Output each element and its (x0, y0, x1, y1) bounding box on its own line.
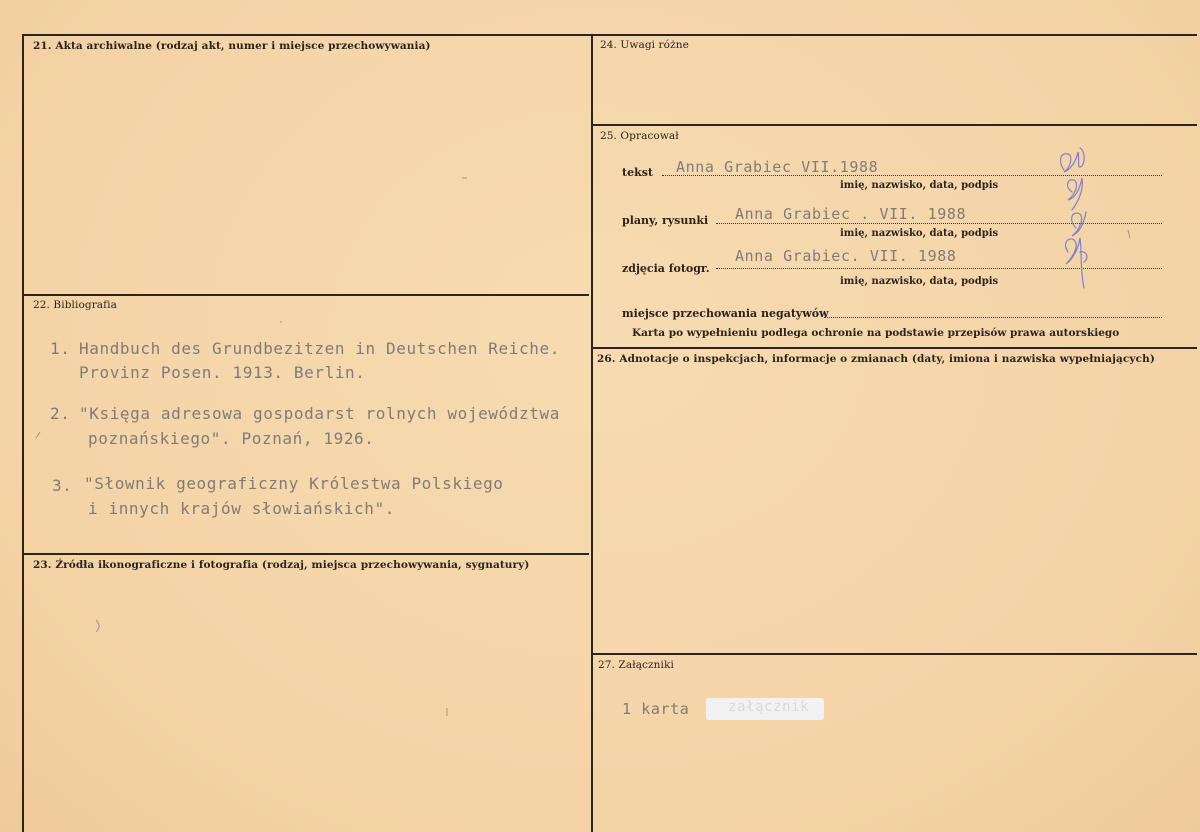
negatives-line (824, 317, 1162, 318)
redacted-text: załącznik (728, 699, 810, 715)
attachments-value: 1 karta (622, 700, 690, 718)
bib-item-2-num: 2. (50, 404, 71, 423)
divider-24-25 (591, 124, 1197, 126)
divider-22-23 (22, 553, 589, 555)
divider-25-26 (591, 347, 1197, 349)
bib-item-1-num: 1. (50, 339, 71, 358)
center-divider (591, 34, 593, 832)
plany-value: Anna Grabiec . VII. 1988 (735, 205, 967, 223)
bib-item-3-line1: "Słownik geograficzny Królestwa Polskiego (84, 474, 504, 493)
zdjecia-value: Anna Grabiec. VII. 1988 (735, 247, 957, 265)
divider-26-27 (591, 653, 1197, 655)
bib-item-2-line2: poznańskiego". Poznań, 1926. (88, 429, 375, 448)
section-24-title: 24. Uwagi różne (600, 39, 689, 51)
zdjecia-caption: imię, nazwisko, data, podpis (840, 276, 999, 287)
bib-item-2-line1: "Księga adresowa gospodarst rolnych województwa (79, 404, 560, 423)
plany-label: plany, rysunki (622, 214, 709, 227)
top-border (22, 34, 1197, 36)
bib-item-3-line2: i innych krajów słowiańskich". (88, 499, 395, 518)
bib-item-1-line2: Provinz Posen. 1913. Berlin. (79, 363, 366, 382)
section-21-title: 21. Akta archiwalne (rodzaj akt, numer i miejsce przechowywania) (33, 40, 431, 52)
copyright-notice: Karta po wypełnieniu podlega ochronie na podstawie przepisów prawa autorskiego (632, 327, 1120, 339)
tekst-label: tekst (622, 166, 653, 179)
zdjecia-label: zdjęcia fotogr. (622, 262, 710, 275)
divider-21-22 (22, 294, 589, 296)
section-26-title: 26. Adnotacje o inspekcjach, informacje o zmianach (daty, imiona i nazwiska wypełniających) (597, 353, 1155, 365)
signature-scribble (1050, 140, 1130, 300)
negatives-label: miejsce przechowania negatywów (622, 307, 829, 320)
left-border (22, 34, 24, 832)
redaction-mask (706, 698, 824, 720)
section-22-title: 22. Bibliografia (33, 299, 117, 311)
section-25-title: 25. Opracował (600, 130, 679, 142)
bib-item-3-num: 3. (52, 476, 73, 495)
plany-caption: imię, nazwisko, data, podpis (840, 228, 999, 239)
section-23-title: 23. Źródła ikonograficzne i fotografia (rodzaj, miejsca przechowywania, sygnatury) (33, 559, 530, 571)
bib-item-1-line1: Handbuch des Grundbezitzen in Deutschen Reiche. (79, 339, 560, 358)
tekst-caption: imię, nazwisko, data, podpis (840, 180, 999, 191)
tekst-value: Anna Grabiec VII.1988 (676, 158, 879, 176)
section-27-title: 27. Załączniki (598, 659, 674, 671)
